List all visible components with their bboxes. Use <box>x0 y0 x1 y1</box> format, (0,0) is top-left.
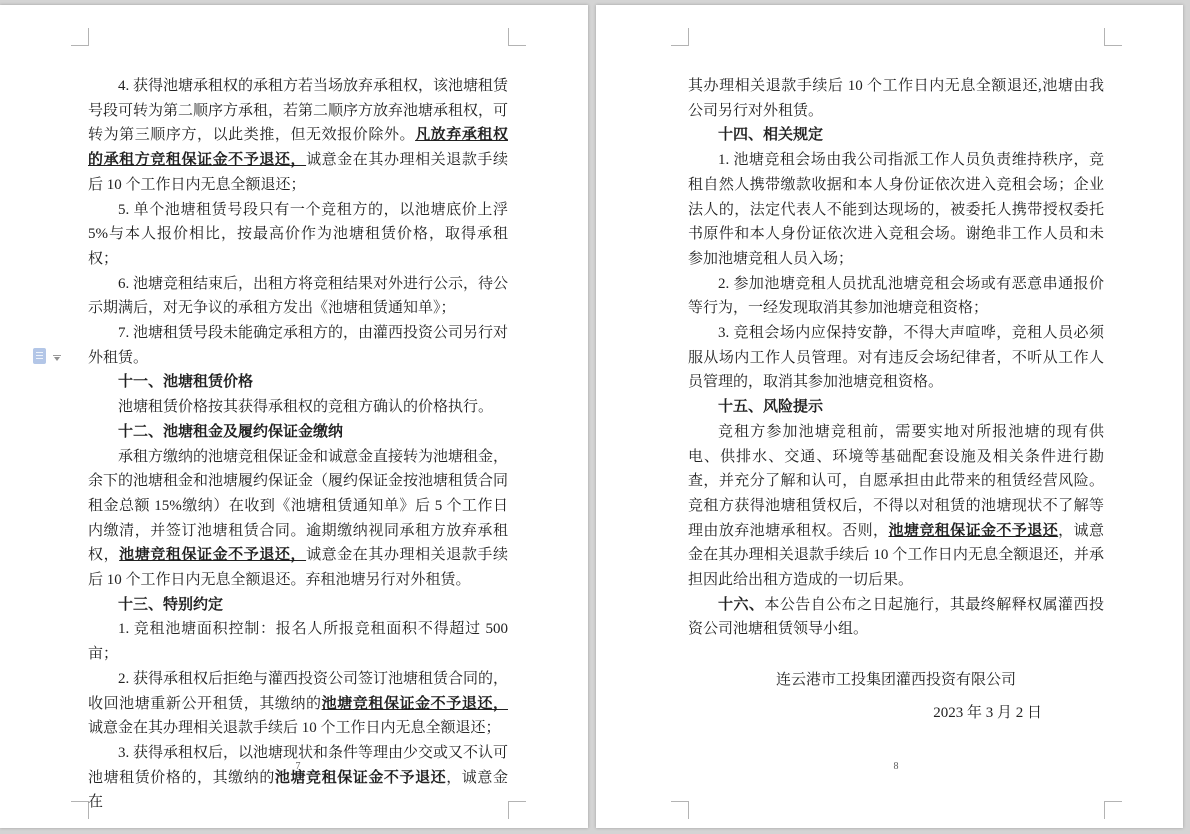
text-run: 3. 竞租会场内应保持安静，不得大声喧哗，竞租人员必须服从场内工作人员管理。对有违反会场纪律者，不听从工作人员管理的，取消其参加池塘竞租资格。 <box>688 325 1104 391</box>
text-run: 诚意金在其办理相关退款手续后 10 个工作日内无息全额退还。弃租池塘另行对外租赁。 <box>88 547 508 589</box>
document-page-8 <box>596 5 1183 828</box>
heading-text: 十一、池塘租赁价格 <box>118 374 254 391</box>
emphasis-bold-run: 池塘竞租保证金不予退还 <box>274 769 447 786</box>
text-run: ，诚意金在其办理相关退款手续后 10 个工作日内无息全额退还，并承担因此给出租方造成的一切后果。 <box>688 522 1104 589</box>
paragraph <box>688 148 1104 272</box>
section-heading-13 <box>88 593 508 618</box>
text-run: 竞租方参加池塘竞租前，需要实地对所报池塘的现有供电、供排水、交通、环境等基础配套设施及相关条件进行勘查，并充分了解和认可，自愿承担由此带来的租赁经营风险。竞租方获得池塘租赁权后，不得以对租赁的池塘现状不了解等理由放弃池塘承租权。否则， <box>688 423 1104 539</box>
paragraph <box>88 272 508 321</box>
paragraph <box>88 741 508 815</box>
text-run: 2. 获得承租权后拒绝与灌西投资公司签订池塘租赁合同的，收回池塘重新公开租赁，其缴纳的 <box>88 670 509 712</box>
emphasis-bold-underline-run: 池塘竞租保证金不予退还， <box>119 547 307 564</box>
paragraph <box>88 198 508 272</box>
heading-text: 十五、风险提示 <box>718 399 824 416</box>
signature-date: 2023 年 3 月 2 日 <box>933 704 1042 721</box>
section-heading-14 <box>688 123 1104 148</box>
heading-text: 十二、池塘租金及履约保证金缴纳 <box>118 423 344 440</box>
page-8-text-body <box>688 74 1104 726</box>
paragraph <box>88 445 508 593</box>
paragraph <box>688 593 1104 642</box>
text-run: 2. 参加池塘竞租人员扰乱池塘竞租会场或有恶意串通报价等行为，一经发现取消其参加池塘竞租资格； <box>688 275 1104 317</box>
page-7-text-body <box>88 74 508 815</box>
text-boundary-crop-mark-bottom-left <box>71 801 89 819</box>
text-run: 3. 获得承租权后，以池塘现状和条件等理由少交或又不认可池塘租赁价格的，其缴纳的 <box>88 744 509 786</box>
page-number: 8 <box>893 761 899 772</box>
text-run: ，诚意金在 <box>88 769 508 811</box>
document-page-7 <box>0 5 588 828</box>
annotation-document-icon[interactable] <box>33 348 46 364</box>
heading-text: 十四、相关规定 <box>718 127 824 144</box>
annotation-document-icon-lines <box>36 352 43 353</box>
text-run: 6. 池塘竞租结束后，出租方将竞租结果对外进行公示，待公示期满后，对无争议的承租方发出《池塘租赁通知单》； <box>88 275 509 317</box>
text-boundary-crop-mark-bottom-right <box>508 801 526 819</box>
text-run: 1. 竞租池塘面积控制：报名人所报竞租面积不得超过 500 亩； <box>88 621 508 663</box>
section-heading-11 <box>88 370 508 395</box>
text-boundary-crop-mark-top-right <box>1104 28 1122 46</box>
text-run: 7. 池塘租赁号段未能确定承租方的，由灌西投资公司另行对外租赁。 <box>88 325 509 366</box>
paragraph <box>688 272 1104 321</box>
text-run: 诚意金在其办理相关退款手续后 10 个工作日内无息全额退还； <box>88 152 508 193</box>
text-boundary-crop-mark-top-right <box>508 28 526 46</box>
caret-down-icon-bar <box>53 355 61 356</box>
heading-text: 十三、特别约定 <box>118 596 224 613</box>
caret-down-icon[interactable] <box>53 355 61 361</box>
text-run: 诚意金在其办理相关退款手续后 10 个工作日内无息全额退还； <box>88 720 501 737</box>
paragraph <box>88 395 508 420</box>
paragraph <box>88 74 508 198</box>
text-run: 1. 池塘竞租会场由我公司指派工作人员负责维持秩序，竞租自然人携带缴款收据和本人身份证依次进入竞租会场；企业法人的，法定代表人不能到达现场的，被委托人携带授权委托书原件和本人身份证依次进入竞租会场。谢绝非工作人员和未参加池塘竞租人员入场； <box>688 152 1104 267</box>
paragraph <box>688 420 1104 593</box>
text-boundary-crop-mark-top-left <box>71 28 89 46</box>
emphasis-bold-underline-run: 池塘竞租保证金不予退还， <box>321 695 508 712</box>
text-boundary-crop-mark-bottom-right <box>1104 801 1122 819</box>
signature-company: 连云港市工投集团灌西投资有限公司 <box>775 672 1016 689</box>
paragraph <box>88 617 508 666</box>
paragraph <box>88 321 508 370</box>
emphasis-bold-run: 十六、 <box>718 596 765 613</box>
section-heading-15 <box>688 395 1104 420</box>
paragraph <box>688 321 1104 395</box>
caret-down-icon-triangle <box>54 357 60 361</box>
text-run: 承租方缴纳的池塘竞租保证金和诚意金直接转为池塘租金，余下的池塘租金和池塘履约保证金（履约保证金按池塘租赁合同租金总额 15%缴纳）在收到《池塘租赁通知单》后 5 个工作日内缴清，并签订池塘租赁合同。逾期缴纳视同承租方放弃承租权， <box>88 448 509 564</box>
section-heading-12 <box>88 420 508 445</box>
text-run: 5. 单个池塘租赁号段只有一个竞租方的，以池塘底价上浮 5%与本人报价相比，按最高价作为池塘租赁价格，取得承租权； <box>88 201 508 267</box>
continuation-paragraph <box>688 74 1104 123</box>
text-boundary-crop-mark-bottom-left <box>671 801 689 819</box>
page-number: 7 <box>295 761 301 772</box>
text-boundary-crop-mark-top-left <box>671 28 689 46</box>
emphasis-bold-underline-run: 凡放弃承租权的承租方竞租保证金不予退还， <box>88 127 508 169</box>
text-run: 池塘租赁价格按其获得承租权的竞租方确认的价格执行。 <box>118 399 494 416</box>
paragraph <box>88 667 508 741</box>
margin-annotation-button[interactable] <box>33 348 65 368</box>
emphasis-bold-underline-run: 池塘竞租保证金不予退还 <box>888 522 1059 539</box>
text-run: 本公告自公布之日起施行，其最终解释权属灌西投资公司池塘租赁领导小组。 <box>688 596 1104 638</box>
text-run: 4. 获得池塘承租权的承租方若当场放弃承租权，该池塘租赁号段可转为第二顺序方承租，若第二顺序方放弃池塘承租权，可转为第三顺序方，以此类推，但无效报价除外。 <box>88 78 509 144</box>
text-run: 其办理相关退款手续后 10 个工作日内无息全额退还,池塘由我公司另行对外租赁。 <box>688 78 1104 119</box>
